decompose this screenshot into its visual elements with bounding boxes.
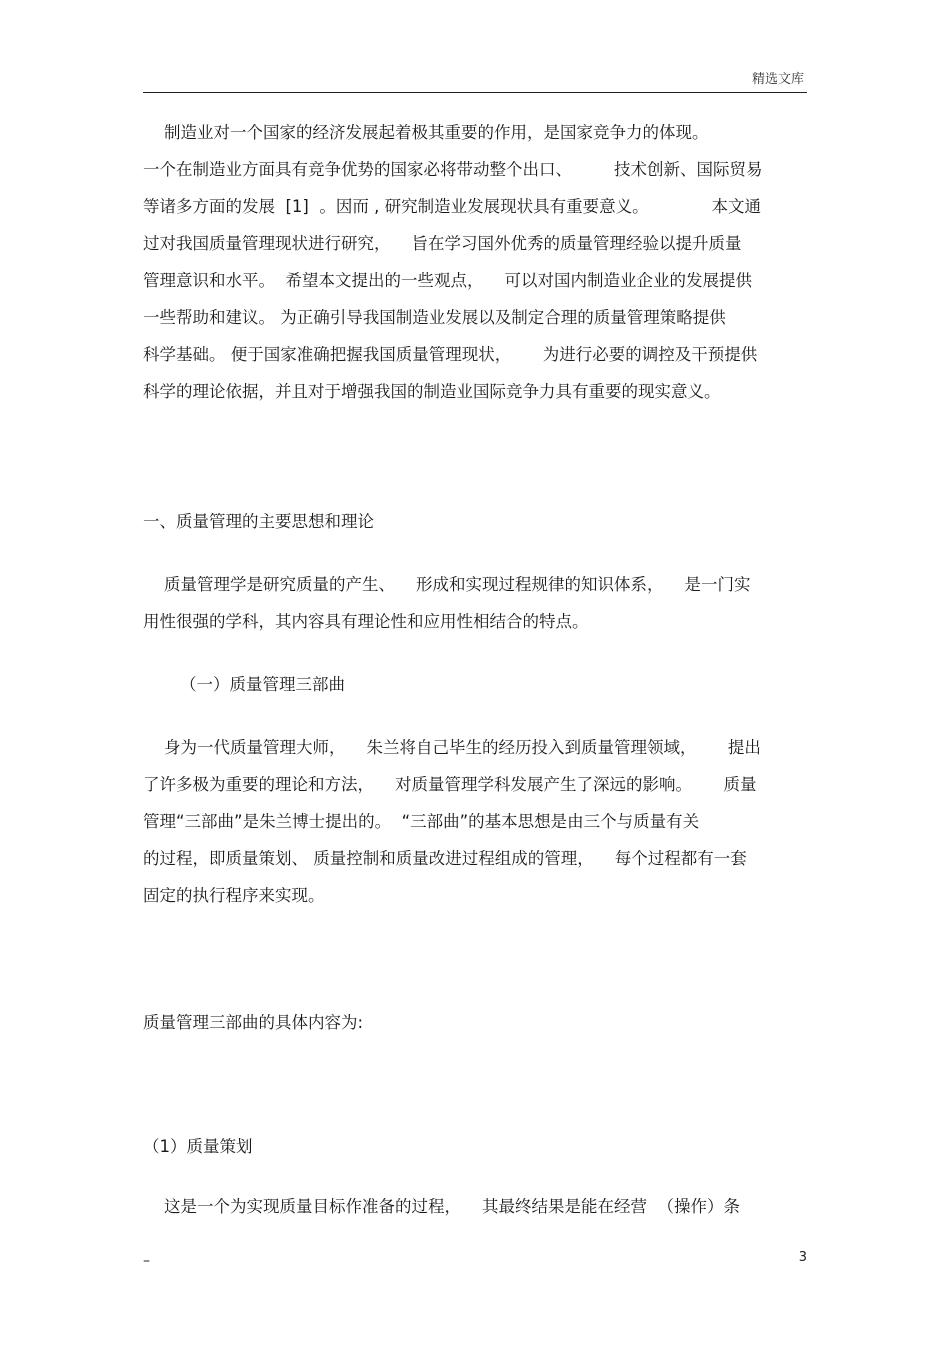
subsection-heading: （一）质量管理三部曲 (180, 675, 345, 694)
intro-line: 科学的理论依据，并且对于增强我国的制造业国际竞争力具有重要的现实意义。 (143, 382, 721, 401)
intro-line: 一些帮助和建议。 为正确引导我国制造业发展以及制定合理的质量管理策略提供 (143, 308, 726, 327)
header-label: 精选文库 (751, 72, 804, 87)
intro-line: 等诸多方面的发展 [1] 。因而 , 研究制造业发展现状具有重要意义。 本文通 (143, 197, 762, 216)
section-heading: 一、质量管理的主要思想和理论 (143, 512, 374, 531)
subsection-paragraph-line: 的过程，即质量策划、 质量控制和质量改进过程组成的管理， 每个过程都有一套 (143, 849, 747, 868)
section-paragraph-line: 质量管理学是研究质量的产生、 形成和实现过程规律的知识体系， 是一门实 (143, 575, 751, 594)
header-divider (143, 92, 807, 93)
footer-mark: – (143, 1253, 150, 1269)
intro-line: 管理意识和水平。 希望本文提出的一些观点， 可以对国内制造业企业的发展提供 (143, 271, 752, 290)
subsection-paragraph-line: 了许多极为重要的理论和方法， 对质量管理学科发展产生了深远的影响。 质量 (143, 775, 757, 794)
intro-line: 制造业对一个国家的经济发展起着极其重要的作用，是国家竞争力的体现。 (143, 123, 709, 142)
section-paragraph-line: 用性很强的学科，其内容具有理论性和应用性相结合的特点。 (143, 612, 589, 631)
item-heading: （1）质量策划 (143, 1137, 253, 1156)
subsection-paragraph-line: 身为一代质量管理大师， 朱兰将自己毕生的经历投入到质量管理领域， 提出 (143, 738, 761, 757)
subsection-paragraph-line: 固定的执行程序来实现。 (143, 886, 325, 905)
content-intro: 质量管理三部曲的具体内容为: (143, 1013, 364, 1032)
intro-line: 过对我国质量管理现状进行研究， 旨在学习国外优秀的质量管理经验以提升质量 (143, 234, 742, 253)
page-number: 3 (798, 1250, 807, 1265)
intro-line: 一个在制造业方面具有竞争优势的国家必将带动整个出口、 技术创新、国际贸易 (143, 160, 763, 179)
item-paragraph-line: 这是一个为实现质量目标作准备的过程， 其最终结果是能在经营 （操作）条 (143, 1197, 740, 1216)
subsection-paragraph-line: 管理“三部曲”是朱兰博士提出的。 “三部曲”的基本思想是由三个与质量有关 (143, 812, 700, 831)
intro-line: 科学基础。 便于国家准确把握我国质量管理现状， 为进行必要的调控及干预提供 (143, 345, 758, 364)
